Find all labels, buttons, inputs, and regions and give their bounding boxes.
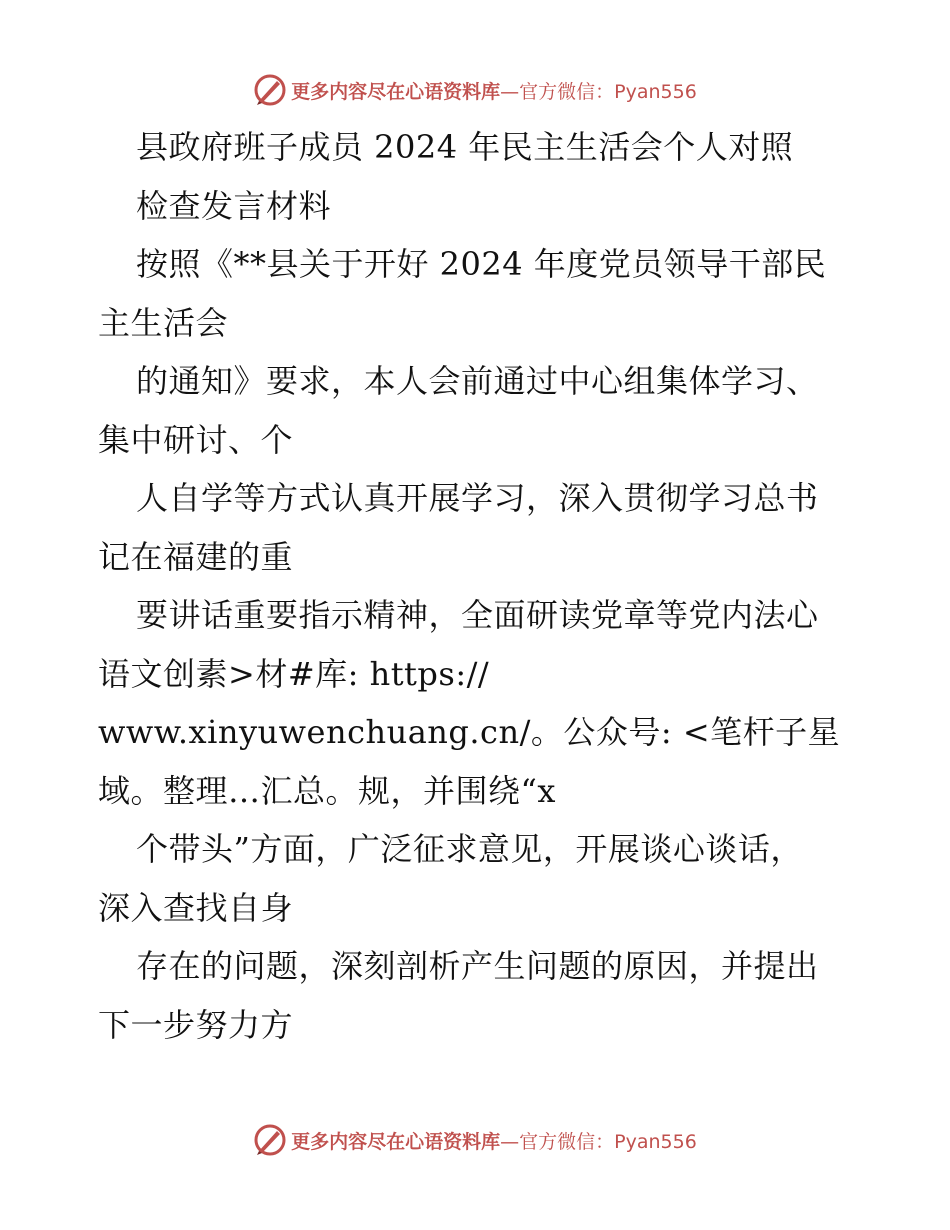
paragraph-line: 深入查找自身 bbox=[98, 888, 294, 927]
footer-banner bbox=[0, 1120, 950, 1160]
paragraph-line: 人自学等方式认真开展学习，深入贯彻学习总书 bbox=[136, 479, 819, 517]
paragraph-line: 语文创素>材#库: https:// bbox=[98, 654, 490, 693]
paragraph-line: 存在的问题，深刻剖析产生问题的原因，并提出 bbox=[136, 947, 819, 985]
paragraph-line: 要讲话重要指示精神，全面研读党章等党内法心 bbox=[136, 596, 819, 634]
paragraph-line: 的通知》要求，本人会前通过中心组集体学习、 bbox=[136, 362, 819, 400]
paragraph-line: 集中研讨、个 bbox=[98, 420, 294, 459]
header-banner bbox=[0, 70, 950, 110]
document-body bbox=[98, 118, 858, 1054]
footer-banner-tail: —官方微信：Pyan556 bbox=[500, 1130, 697, 1153]
paragraph-line: www.xinyuwenchuang.cn/。公众号: <笔杆子星 bbox=[98, 713, 841, 751]
footer-banner-main: 更多内容尽在心语资料库 bbox=[291, 1130, 501, 1153]
paragraph-line: 域。整理…汇总。规，并围绕“x bbox=[98, 771, 556, 810]
paragraph-line: 主生活会 bbox=[98, 303, 229, 342]
paragraph-line: 下一步努力方 bbox=[98, 1005, 294, 1044]
header-banner-tail: —官方微信：Pyan556 bbox=[500, 80, 697, 103]
pen-logo-icon bbox=[253, 1123, 287, 1157]
paragraph-line: 记在福建的重 bbox=[98, 537, 294, 576]
pen-logo-icon bbox=[253, 73, 287, 107]
title-line-1: 县政府班子成员 2024 年民主生活会个人对照 bbox=[136, 128, 794, 166]
title-line-2: 检查发言材料 bbox=[136, 186, 332, 225]
paragraph-line: 按照《**县关于开好 2024 年度党员领导干部民 bbox=[136, 245, 827, 283]
paragraph-line: 个带头”方面，广泛征求意见，开展谈心谈话， bbox=[136, 830, 803, 868]
header-banner-main: 更多内容尽在心语资料库 bbox=[291, 80, 501, 103]
